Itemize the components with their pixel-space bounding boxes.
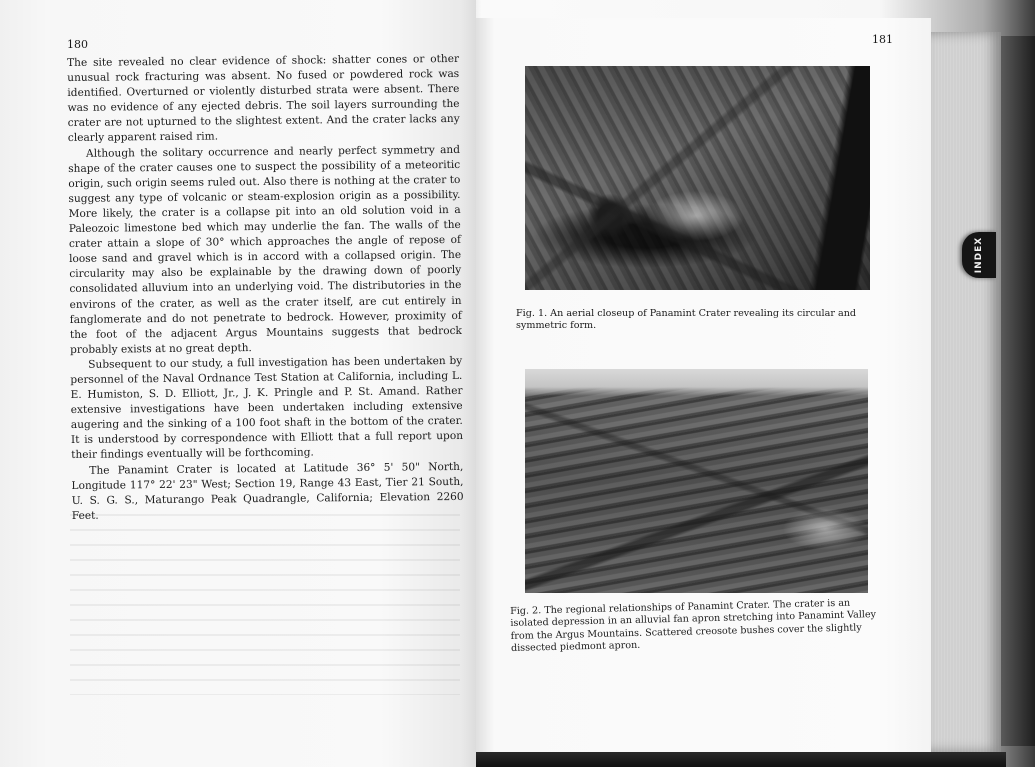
figure-1-aerial-crater-photo [525,66,870,290]
left-page-body [67,52,464,524]
book-page-edges [931,32,1001,752]
left-page [0,0,476,767]
figure-1-caption: Fig. 1. An aerial closeup of Panamint Crater revealing its circular and symmetric form. [516,308,857,332]
index-thumb-tab[interactable] [962,232,996,278]
figure-2-regional-photo [525,369,868,593]
index-tab-label: INDEX [974,236,985,274]
paragraph-location: The Panamint Crater is located at Latitude 36° 5' 50" North, Longitude 117° 22' 23" West; Section 19, Range 43 East, Tier 21 South, U. S. G. S., Maturango Peak Quadrangle, California; Elevation 2260 Feet. [71,460,464,522]
paragraph-shock-evidence: The site revealed no clear evidence of shock: shatter cones or other unusual rock fracturing was absent. No fused or powdered rock was identified. Overturned or violently disturbed strata were absent. There was no evidence of any ejected debris. The soil layers surrounding the crater are not upturned to the slightest extent. And the crater lacks any clearly apparent raised rim. [67,52,460,145]
left-page-number: 180 [67,38,88,51]
right-page-number: 181 [872,33,893,46]
bottom-shadow [476,752,1006,767]
book-cover-edge [1001,36,1035,746]
figure-2-caption: Fig. 2. The regional relationships of Panamint Crater. The crater is an isolated depression in an alluvial fan apron stretching into Panamint Valley from the Argus Mountains. Scattered creosote bushes cover the slightly dissected piedmont apron. [510,597,877,655]
paragraph-origin: Although the solitary occurrence and nearly perfect symmetry and shape of the crater causes one to suspect the possibility of a meteoritic origin, such origin seems ruled out. Also there is nothing at the crater to suggest any type of volcanic or steam-explosion origin as a possibility. More likely, the crater is a collapse pit into an old solution void in a Paleozoic limestone bed which may underlie the fan. The walls of the crater attain a slope of 30° which approaches the angle of repose of loose sand and gravel which is in accord with a collapsed origin. The circularity may also be explainable by the drawing down of poorly consolidated alluvium into an underlying void. The distributories in the environs of the crater, as well as the crater itself, are cut entirely in fanglomerate and do not penetrate to bedrock. However, proximity of the foot of the adjacent Argus Mountains suggests that bedrock probably exists at no great depth. [68,143,462,356]
paragraph-investigation: Subsequent to our study, a full investigation has been undertaken by personnel of the Naval Ordnance Test Station at California, including L. E. Humiston, S. D. Elliott, Jr., J. K. Pringle and P. St. Amand. Rather extensive investigations have been undertaken including extensive augering and the sinking of a 100 foot shaft in the bottom of the crater. It is understood by correspondence with Elliott that a full report upon their findings eventually will be forthcoming. [70,354,464,462]
show-through-text [70,505,460,695]
